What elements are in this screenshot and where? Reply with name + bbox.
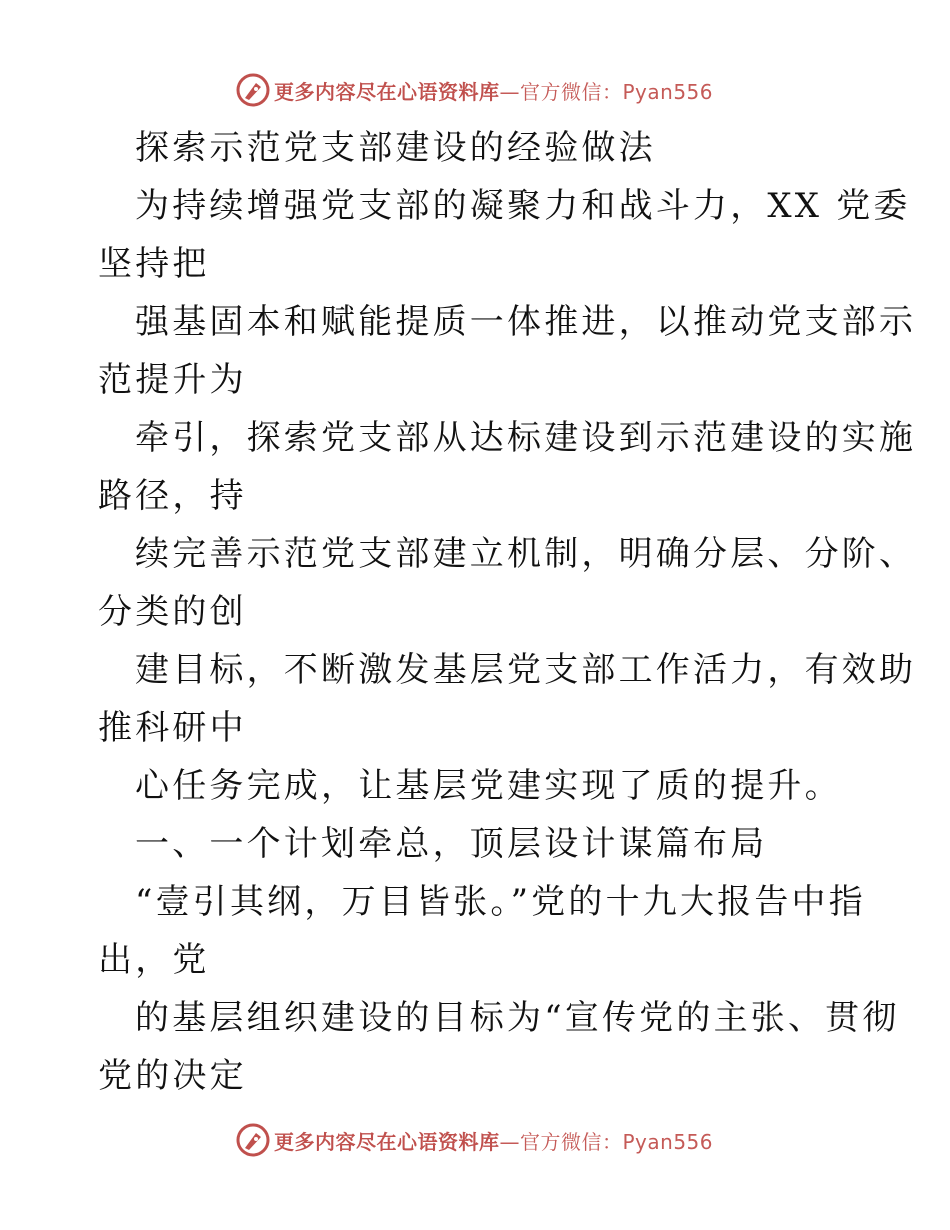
paragraph-line: 强基固本和赋能提质一体推进，以推动党支部示 — [135, 302, 917, 342]
paragraph-line: 的基层组织建设的目标为“宣传党的主张、贯彻 — [135, 998, 900, 1038]
paragraph-line: 范提升为 — [98, 360, 247, 400]
paragraph-line: 路径，持 — [98, 476, 247, 516]
footer-watermark-sub: —官方微信：Pyan556 — [499, 1129, 714, 1154]
paragraph-line: “壹引其纲，万目皆张。”党的十九大报告中指 — [135, 882, 866, 922]
header-watermark-sub: —官方微信：Pyan556 — [499, 79, 714, 104]
paragraph-line: 推科研中 — [98, 708, 247, 748]
paragraph-line: 党的决定 — [98, 1056, 247, 1096]
section-heading: 一、一个计划牵总，顶层设计谋篇布局 — [135, 824, 768, 864]
pen-nib-icon — [236, 1123, 270, 1157]
paragraph-line: 建目标，不断激发基层党支部工作活力，有效助 — [135, 650, 917, 690]
paragraph-line: 出，党 — [98, 940, 210, 980]
paragraph-line: 为持续增强党支部的凝聚力和战斗力，XX 党委 — [135, 186, 911, 226]
paragraph-line: 分类的创 — [98, 592, 247, 632]
paragraph-line: 续完善示范党支部建立机制，明确分层、分阶、 — [135, 534, 917, 574]
footer-watermark-main: 更多内容尽在心语资料库 — [274, 1129, 500, 1154]
paragraph-line: 牵引，探索党支部从达标建设到示范建设的实施 — [135, 418, 917, 458]
paragraph-line: 坚持把 — [98, 244, 210, 284]
paragraph-line: 心任务完成，让基层党建实现了质的提升。 — [135, 766, 842, 806]
footer-watermark — [236, 1122, 713, 1158]
document-title: 探索示范党支部建设的经验做法 — [135, 128, 656, 168]
header-watermark-main: 更多内容尽在心语资料库 — [274, 79, 500, 104]
